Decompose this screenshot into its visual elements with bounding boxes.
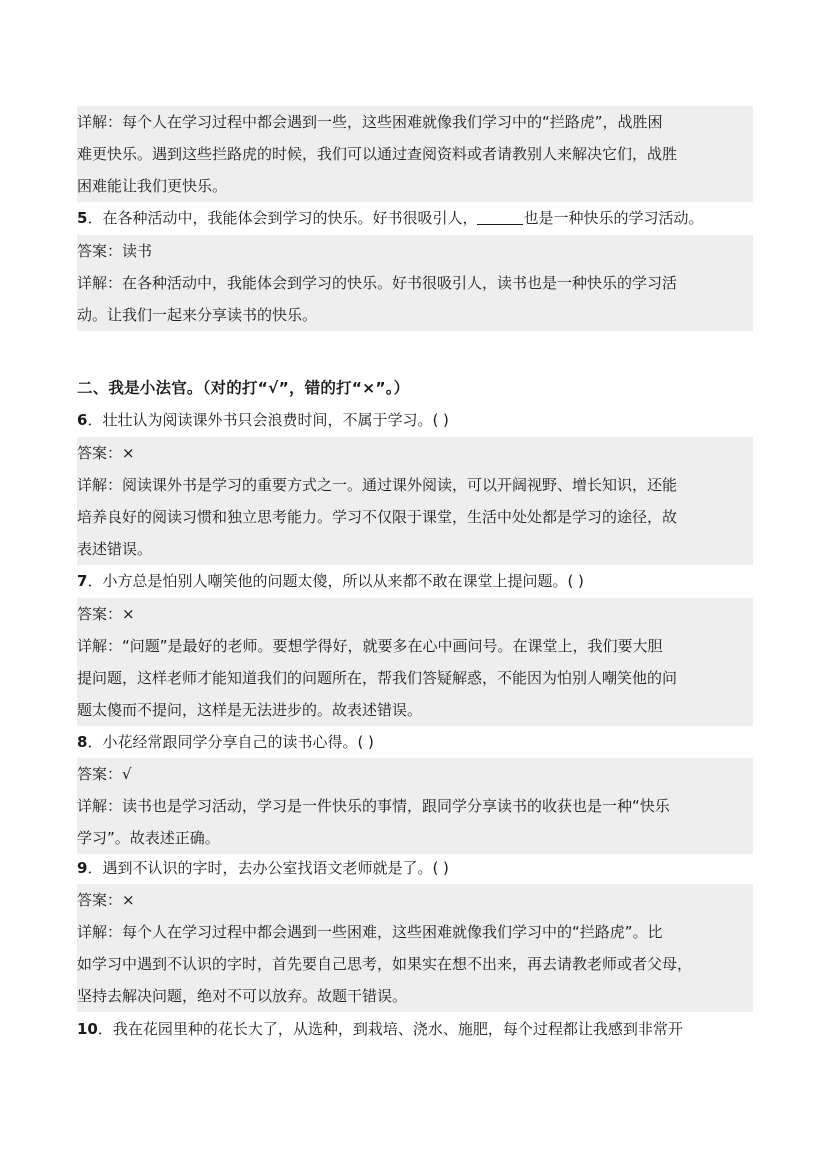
question-number: 9 (77, 859, 88, 877)
q8-answer: 答案：√ (77, 758, 753, 790)
q7-answer: 答案：× (77, 598, 753, 630)
question-7 (77, 565, 753, 597)
question-number: 5 (77, 209, 88, 227)
question-text: ．小方总是怕别人嘲笑他的问题太傻，所以从来都不敢在课堂上提问题。( ) (87, 572, 584, 590)
q6-detail-line-2: 培养良好的阅读习惯和独立思考能力。学习不仅限于课堂，生活中处处都是学习的途径，故 (77, 501, 753, 533)
q7-detail-line-3: 题太傻而不提问，这样是无法进步的。故表述错误。 (77, 694, 753, 726)
question-text-after: 也是一种快乐的学习活动。 (523, 209, 704, 227)
question-number: 10 (77, 1020, 98, 1038)
q8-detail-line-2: 学习”。故表述正确。 (77, 822, 753, 854)
q6-detail-line-3: 表述错误。 (77, 533, 753, 565)
q6-detail-line-1: 详解：阅读课外书是学习的重要方式之一。通过课外阅读，可以开阔视野、增长知识，还能 (77, 469, 753, 501)
answer-blank (477, 206, 523, 225)
question-text: ．壮壮认为阅读课外书只会浪费时间，不属于学习。( ) (87, 411, 449, 429)
q5-detail-line-2: 动。让我们一起来分享读书的快乐。 (77, 299, 753, 331)
q4-detail-line-3: 困难能让我们更快乐。 (77, 170, 753, 202)
section-2-title: 二、我是小法官。（对的打“√”，错的打“×”。） (77, 379, 410, 397)
question-9 (77, 852, 753, 884)
question-10 (77, 1013, 753, 1045)
q9-detail-line-1: 详解：每个人在学习过程中都会遇到一些困难，这些困难就像我们学习中的“拦路虎”。比 (77, 916, 753, 948)
question-number: 6 (77, 411, 88, 429)
q6-answer: 答案：× (77, 437, 753, 469)
q5-answer: 答案：读书 (77, 235, 753, 267)
question-number: 7 (77, 572, 88, 590)
question-text: ．我在花园里种的花长大了，从选种，到栽培、浇水、施肥，每个过程都让我感到非常开 (97, 1020, 683, 1038)
question-5 (77, 202, 753, 234)
question-number: 8 (77, 733, 88, 751)
question-text: ．小花经常跟同学分享自己的读书心得。( ) (87, 733, 374, 751)
q9-detail-line-3: 坚持去解决问题，绝对不可以放弃。故题干错误。 (77, 980, 753, 1012)
question-text: ．遇到不认识的字时，去办公室找语文老师就是了。( ) (87, 859, 449, 877)
question-8 (77, 726, 753, 758)
q7-detail-line-1: 详解：“问题”是最好的老师。要想学得好，就要多在心中画问号。在课堂上，我们要大胆 (77, 630, 753, 662)
question-text: ．在各种活动中，我能体会到学习的快乐。好书很吸引人， (87, 209, 478, 227)
question-6 (77, 404, 753, 436)
q7-detail-line-2: 提问题，这样老师才能知道我们的问题所在，帮我们答疑解惑，不能因为怕别人嘲笑他的问 (77, 662, 753, 694)
q8-detail-line-1: 详解：读书也是学习活动，学习是一件快乐的事情，跟同学分享读书的收获也是一种“快乐 (77, 790, 753, 822)
q5-detail-line-1: 详解：在各种活动中，我能体会到学习的快乐。好书很吸引人，读书也是一种快乐的学习活 (77, 267, 753, 299)
q9-answer: 答案：× (77, 884, 753, 916)
q4-detail-line-1: 详解：每个人在学习过程中都会遇到一些，这些困难就像我们学习中的“拦路虎”，战胜困 (77, 106, 753, 138)
q4-detail-line-2: 难更快乐。遇到这些拦路虎的时候，我们可以通过查阅资料或者请教别人来解决它们，战胜 (77, 138, 753, 170)
q9-detail-line-2: 如学习中遇到不认识的字时，首先要自己思考，如果实在想不出来，再去请教老师或者父母， (77, 948, 753, 980)
